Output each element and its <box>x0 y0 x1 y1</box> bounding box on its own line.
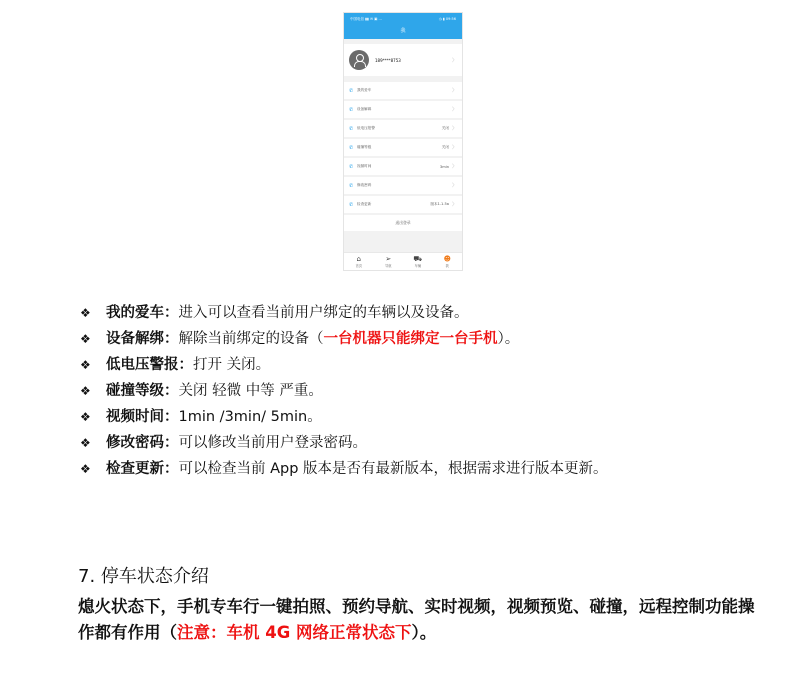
user-phone: 189****8753 <box>375 57 401 63</box>
chevron-right-icon: 〉 <box>451 88 457 94</box>
page-title: 我 <box>344 25 462 39</box>
paragraph-tail: ）。 <box>411 623 437 642</box>
list-item <box>80 300 608 326</box>
chevron-right-icon: 〉 <box>451 164 457 170</box>
car-icon: ⛟ <box>413 255 423 263</box>
chevron-right-icon: 〉 <box>451 57 457 64</box>
feature-list <box>80 300 608 482</box>
diamond-bullet-icon: ❖ <box>80 384 91 398</box>
carrier-text: 中国电信 ▮▮ ✉ ▣ … <box>350 16 383 21</box>
phone-icon: ✆ <box>349 144 354 151</box>
phone-icon: ✆ <box>349 87 354 94</box>
item-term: 检查更新： <box>106 461 179 477</box>
paragraph-text: 熄火状态下，手机专车行一键拍照、预约导航、实时视频，视频预览、碰撞，远程控制功能操作都有作用（ <box>78 597 755 642</box>
menu-item-video-time[interactable] <box>344 158 462 175</box>
menu-item-label: 碰撞等级 <box>357 145 372 149</box>
item-text: 可以修改当前用户登录密码。 <box>178 435 367 451</box>
tab-label: 首页 <box>355 264 362 268</box>
item-text: 关闭 轻微 中等 严重。 <box>178 383 323 399</box>
list-item <box>80 378 608 404</box>
item-term: 我的爱车： <box>106 305 179 321</box>
item-term: 碰撞等级： <box>106 383 179 399</box>
menu-item-label: 设备解绑 <box>357 107 372 111</box>
list-item <box>80 352 608 378</box>
avatar-icon <box>349 50 369 70</box>
settings-menu <box>344 82 462 231</box>
section-paragraph <box>78 594 758 646</box>
tab-me[interactable] <box>433 253 463 270</box>
item-text: 打开 关闭。 <box>193 357 271 373</box>
item-text: 进入可以查看当前用户绑定的车辆以及设备。 <box>178 305 469 321</box>
user-icon: ☻ <box>443 255 451 263</box>
tab-navigation[interactable] <box>374 253 404 270</box>
list-item <box>80 326 608 352</box>
chevron-right-icon: 〉 <box>451 183 457 189</box>
phone-icon: ✆ <box>349 182 354 189</box>
diamond-bullet-icon: ❖ <box>80 306 91 320</box>
chevron-right-icon: 〉 <box>451 145 457 151</box>
menu-item-value: 关闭 <box>441 145 449 149</box>
diamond-bullet-icon: ❖ <box>80 462 91 476</box>
phone-icon: ✆ <box>349 106 354 113</box>
phone-screenshot <box>343 12 463 271</box>
item-text: 解除当前绑定的设备（ <box>178 331 324 347</box>
tab-home[interactable] <box>344 253 374 270</box>
menu-item-value: 关闭 <box>441 126 449 130</box>
chevron-right-icon: 〉 <box>451 202 457 208</box>
paragraph-highlight: 注意：车机 4G 网络正常状态下 <box>177 623 412 642</box>
list-item <box>80 456 608 482</box>
list-item <box>80 404 608 430</box>
item-text: 可以检查当前 App 版本是否有最新版本，根据需求进行版本更新。 <box>178 461 608 477</box>
menu-item-my-car[interactable] <box>344 82 462 99</box>
logout-button[interactable]: 退出登录 <box>344 215 462 231</box>
tab-label: 导航 <box>385 264 392 268</box>
menu-item-label: 低电压报警 <box>357 126 375 130</box>
chevron-right-icon: 〉 <box>451 107 457 113</box>
profile-row[interactable] <box>344 44 462 76</box>
menu-item-value: 3min <box>439 164 449 169</box>
item-tail: ）。 <box>497 331 520 347</box>
send-icon: ➢ <box>385 255 392 263</box>
item-term: 视频时间： <box>106 409 179 425</box>
phone-icon: ✆ <box>349 125 354 132</box>
diamond-bullet-icon: ❖ <box>80 358 91 372</box>
menu-item-collision-level[interactable] <box>344 139 462 156</box>
section-heading: 7. 停车状态介绍 <box>78 566 209 587</box>
phone-icon: ✆ <box>349 201 354 208</box>
diamond-bullet-icon: ❖ <box>80 436 91 450</box>
bottom-tab-bar <box>344 252 462 270</box>
tab-vehicle[interactable] <box>403 253 433 270</box>
menu-item-label: 视频时间 <box>357 164 372 168</box>
phone-icon: ✆ <box>349 163 354 170</box>
tab-label: 我 <box>445 264 449 268</box>
diamond-bullet-icon: ❖ <box>80 410 91 424</box>
item-term: 低电压警报： <box>106 357 193 373</box>
home-icon: ⌂ <box>356 255 361 263</box>
tab-label: 车辆 <box>414 264 421 268</box>
list-item <box>80 430 608 456</box>
item-term: 修改密码： <box>106 435 179 451</box>
menu-item-change-password[interactable] <box>344 177 462 194</box>
menu-item-label: 检查更新 <box>357 202 372 206</box>
menu-item-check-update[interactable] <box>344 196 462 213</box>
item-text: 1min /3min/ 5min。 <box>178 409 322 425</box>
menu-item-label: 修改密码 <box>357 183 372 187</box>
clock-text: ◷ ▮ 09:56 <box>438 17 456 21</box>
item-term: 设备解绑： <box>106 331 179 347</box>
item-highlight: 一台机器只能绑定一台手机 <box>323 331 498 347</box>
status-bar <box>344 13 462 25</box>
menu-item-low-voltage-alarm[interactable] <box>344 120 462 137</box>
diamond-bullet-icon: ❖ <box>80 332 91 346</box>
menu-item-value: 版本1.1.5a <box>430 202 449 206</box>
menu-item-label: 我的爱车 <box>357 88 372 92</box>
chevron-right-icon: 〉 <box>451 126 457 132</box>
menu-item-unbind-device[interactable] <box>344 101 462 118</box>
